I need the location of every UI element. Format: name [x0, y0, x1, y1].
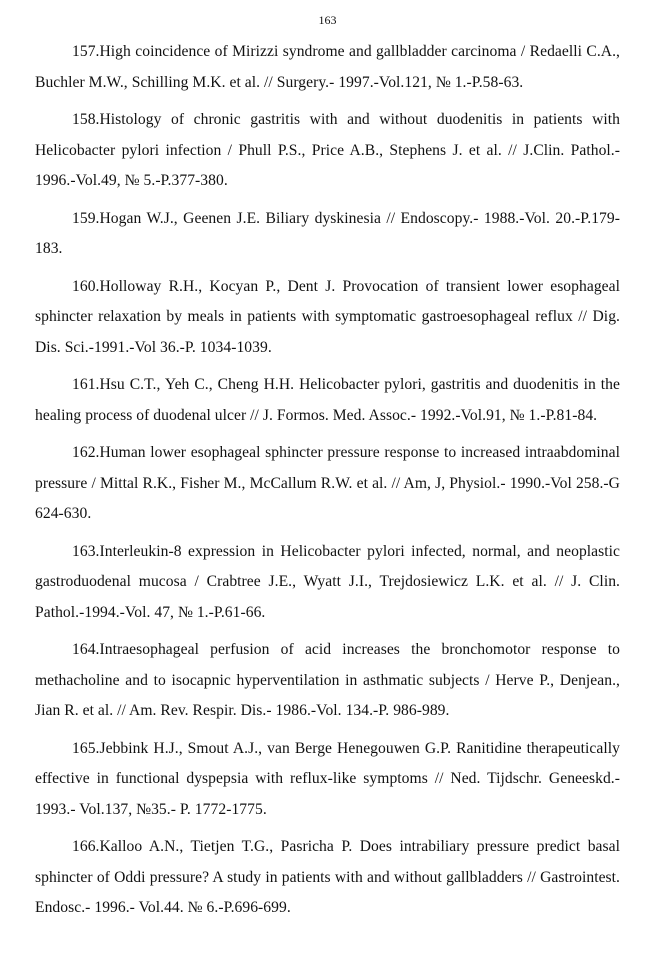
reference-entry-157: 157.High coincidence of Mirizzi syndrome and gallbladder carcinoma / Redaelli C.A., Buchler M.W., Schilling M.K. et al. // Surgery.- 1997.-Vol.121, № 1.-P.58-63.	[35, 43, 620, 91]
reference-list	[35, 37, 620, 931]
reference-entry-160: 160.Holloway R.H., Kocyan P., Dent J. Provocation of transient lower esophageal sphincter relaxation by meals in patients with symptomatic gastroesophageal reflux // Dig. Dis. Sci.-1991.-Vol 36.-P. 1034-1039.	[35, 277, 620, 356]
reference-entry-159: 159.Hogan W.J., Geenen J.E. Biliary dyskinesia // Endoscopy.- 1988.-Vol. 20.-P.179-183.	[35, 209, 620, 257]
page-number: 163	[318, 13, 337, 27]
reference-entry-163: 163.Interleukin-8 expression in Helicobacter pylori infected, normal, and neoplastic gastroduodenal mucosa / Crabtree J.E., Wyatt J.I., Trejdosiewicz L.K. et al. // J. Clin. Pathol.-1994.-Vol. 47, № 1.-P.61-66.	[35, 542, 620, 621]
reference-entry-165: 165.Jebbink H.J., Smout A.J., van Berge Henegouwen G.P. Ranitidine therapeutically effective in functional dyspepsia with reflux-like symptoms // Ned. Tijdschr. Geneeskd.- 1993.- Vol.137, №35.- P. 1772-1775.	[35, 739, 620, 818]
reference-entry-162: 162.Human lower esophageal sphincter pressure response to increased intraabdominal pressure / Mittal R.K., Fisher M., McCallum R.W. et al. // Am, J, Physiol.- 1990.-Vol 258.-G 624-630.	[35, 444, 620, 522]
reference-entry-164: 164.Intraesophageal perfusion of acid increases the bronchomotor response to methacholine and to isocapnic hyperventilation in asthmatic subjects / Herve P., Denjean., Jian R. et al. // Am. Rev. Respir. Dis.- 1986.-Vol. 134.-P. 986-989.	[35, 641, 620, 719]
reference-entry-161: 161.Hsu C.T., Yeh C., Cheng H.H. Helicobacter pylori, gastritis and duodenitis in the healing process of duodenal ulcer // J. Formos. Med. Assoc.- 1992.-Vol.91, № 1.-P.81-84.	[35, 376, 620, 424]
reference-entry-166: 166.Kalloo A.N., Tietjen T.G., Pasricha P. Does intrabiliary pressure predict basal sphincter of Oddi pressure? A study in patients with and without gallbladders // Gastrointest. Endosc.- 1996.- Vol.44. № 6.-P.696-699.	[35, 838, 620, 916]
reference-entry-158: 158.Histology of chronic gastritis with and without duodenitis in patients with Helicobacter pylori infection / Phull P.S., Price A.B., Stephens J. et al. // J.Clin. Pathol.- 1996.-Vol.49, № 5.-P.377-380.	[35, 111, 620, 189]
